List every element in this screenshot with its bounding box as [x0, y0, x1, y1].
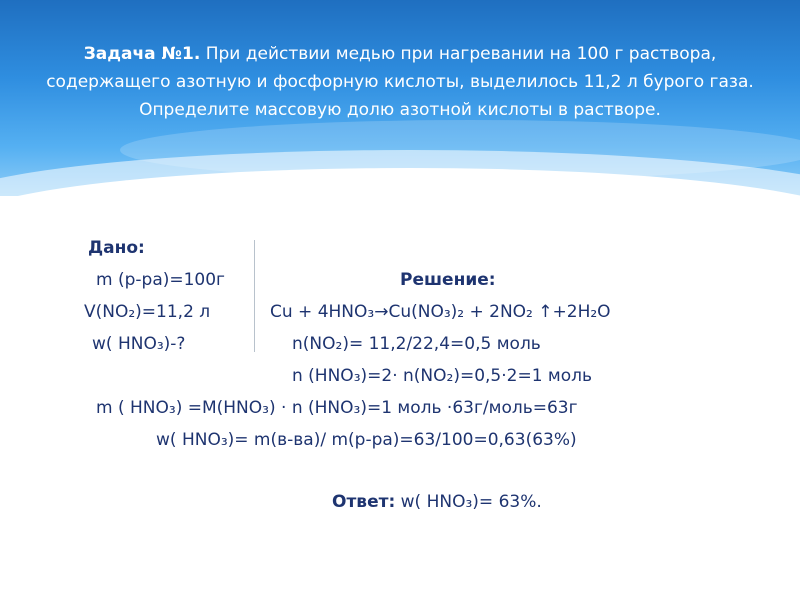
given-volume-no2: V(NO₂)=11,2 л — [84, 302, 211, 322]
answer-value: w( HNO₃)= 63%. — [395, 492, 542, 512]
given-unknown: w( HNO₃)-? — [92, 334, 186, 354]
title-banner — [0, 0, 800, 196]
mass-fraction: w( HNO₃)= m(в-ва)/ m(р-ра)=63/100=0,63(63%) — [156, 430, 577, 450]
moles-hno3: n (HNO₃)=2· n(NO₂)=0,5·2=1 моль — [292, 366, 593, 386]
given-mass-solution: m (р-ра)=100г — [96, 270, 225, 290]
given-divider — [254, 240, 255, 352]
task-title — [30, 40, 770, 124]
task-text: При действии медью при нагревании на 100 г раствора, содержащего азотную и фосфорную кислоты, выделилось 11,2 л бурого газа. Определите массовую долю азотной кислоты в растворе. — [46, 44, 754, 120]
given-header: Дано: — [88, 238, 145, 258]
answer-line — [332, 492, 542, 512]
solution-header: Решение: — [400, 270, 496, 290]
answer-label: Ответ: — [332, 492, 396, 512]
moles-no2: n(NO₂)= 11,2/22,4=0,5 моль — [292, 334, 541, 354]
task-label: Задача №1. — [83, 44, 201, 64]
reaction-equation: Cu + 4HNO₃→Cu(NO₃)₂ + 2NO₂ ↑+2H₂O — [270, 302, 611, 322]
mass-hno3: m ( HNO₃) =M(HNO₃) · n (HNO₃)=1 моль ·63г/моль=63г — [96, 398, 578, 418]
